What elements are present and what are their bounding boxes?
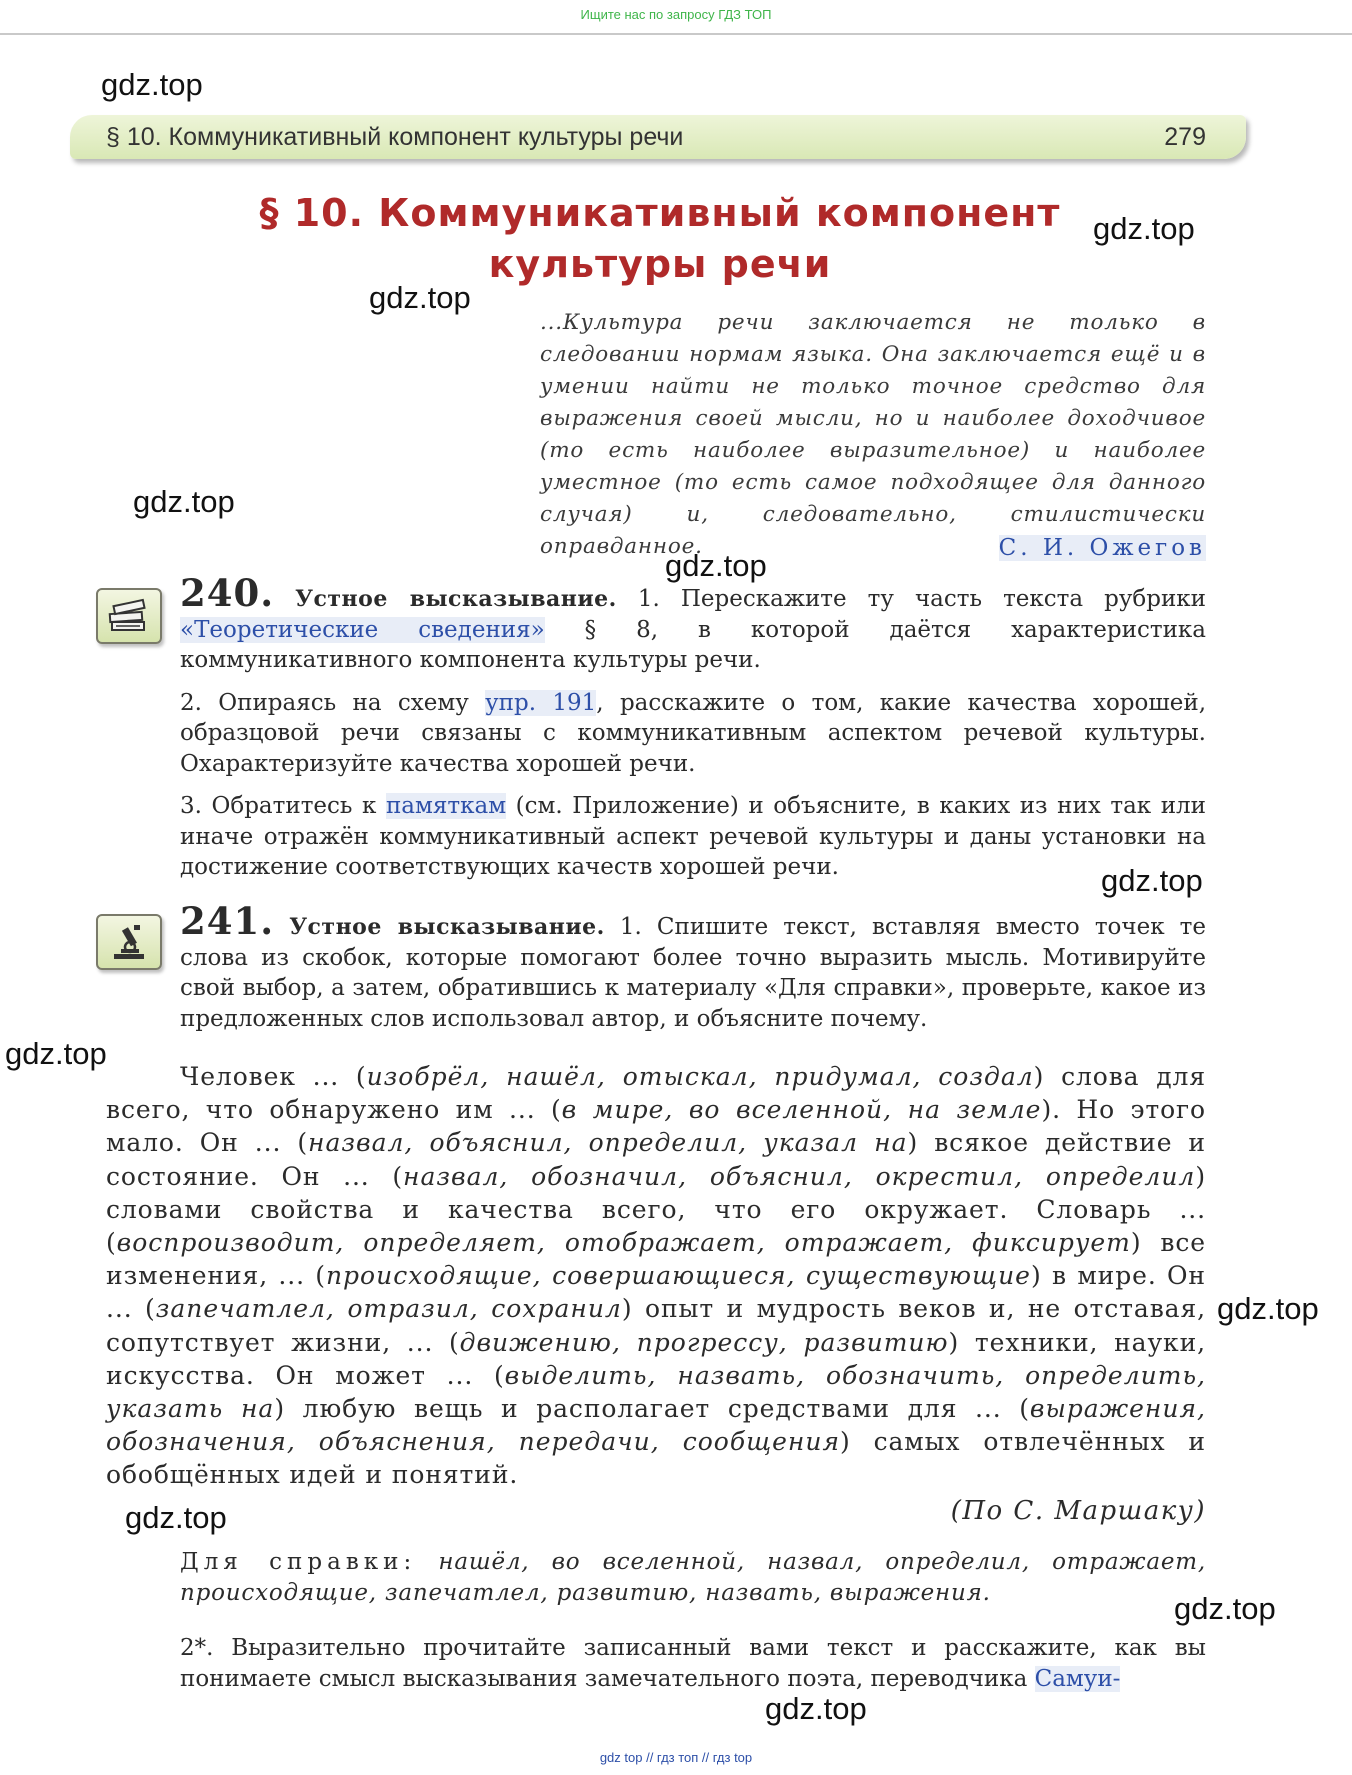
top-banner bbox=[0, 0, 1352, 35]
word-options: изобрёл, нашёл, отыскал, придумал, создал bbox=[366, 1062, 1034, 1091]
text-fragment: ) всякое действие и состояние. Он ... ( bbox=[106, 1128, 1206, 1191]
text-fragment: 2. Опираясь на схему bbox=[180, 689, 469, 716]
exercise-240-paragraph-2 bbox=[180, 688, 1206, 780]
text-fragment: ). Но этого мало. Он ... ( bbox=[106, 1095, 1207, 1158]
watermark: gdz.top bbox=[101, 67, 203, 102]
watermark: gdz.top bbox=[5, 1036, 107, 1071]
reference-block bbox=[180, 1547, 1206, 1608]
word-options: запечатлел, отразил, сохранил bbox=[155, 1294, 622, 1324]
epigraph-author-name: С. И. Ожегов bbox=[998, 535, 1206, 561]
exercise-kind: Устное высказывание. bbox=[289, 914, 605, 940]
text-fragment: ) любую вещь и располагает средствами для ... ( bbox=[274, 1394, 1030, 1424]
reference-label: Для справки: bbox=[180, 1549, 417, 1575]
exercise-241-task-2 bbox=[180, 1633, 1206, 1694]
watermark: gdz.top bbox=[125, 1500, 227, 1535]
word-options: происходящие, совершающиеся, существующие bbox=[325, 1261, 1031, 1291]
running-header bbox=[70, 115, 1246, 159]
word-options: воспроизводит, определяет, отображает, отражает, фиксирует bbox=[116, 1228, 1131, 1258]
link-samuil-marshak[interactable]: Самуи- bbox=[1034, 1665, 1121, 1692]
exercise-241-paragraph-1 bbox=[180, 899, 1206, 1034]
link-exercise-191[interactable]: упр. 191 bbox=[485, 689, 597, 716]
exercise-240-paragraph-1 bbox=[180, 571, 1206, 676]
section-title bbox=[200, 188, 1120, 290]
exercise-241-text bbox=[106, 1060, 1206, 1492]
watermark: gdz.top bbox=[1093, 211, 1195, 246]
top-banner-text: Ищите нас по запросу ГДЗ ТОП bbox=[580, 7, 772, 22]
text-fragment: ) самых отвлечённых и обобщённых идей и понятий. bbox=[106, 1427, 1206, 1490]
text-fragment: (см. Приложение) и объясните, в каких из них так или иначе отражён коммуникативный аспект речевой культуры и даны установки на достижение соответствующих качеств хорошей речи. bbox=[180, 793, 1206, 880]
exercise-number: 241. bbox=[180, 899, 275, 943]
exercise-241 bbox=[180, 899, 1206, 1046]
text-fragment: ) слова для всего, что обнаружено им ... ( bbox=[106, 1062, 1206, 1125]
section-title-line2: культуры речи bbox=[488, 242, 832, 286]
word-options: в мире, во вселенной, на земле bbox=[561, 1095, 1042, 1125]
exercise-240-paragraph-3 bbox=[180, 791, 1206, 883]
word-options: выражения, обозначения, объяснения, передачи, сообщения bbox=[106, 1394, 1206, 1457]
link-memos[interactable]: памяткам bbox=[385, 793, 507, 819]
microscope-icon bbox=[96, 914, 162, 970]
footer-links: gdz top // гдз топ // гдз top bbox=[599, 1750, 753, 1765]
text-source: (По С. Маршаку) bbox=[950, 1496, 1206, 1526]
watermark: gdz.top bbox=[1174, 1591, 1276, 1626]
epigraph-author bbox=[900, 535, 1206, 561]
reference-words: нашёл, во вселенной, назвал, определил, отражает, происходящие, запечатлел, развитию, назвать, выражения. bbox=[180, 1549, 1206, 1606]
text-fragment: 3. Обратитесь к bbox=[180, 793, 377, 819]
running-header-title: § 10. Коммуникативный компонент культуры речи bbox=[106, 123, 684, 151]
text-fragment: 1. Спишите текст, вставляя вместо точек те слова из скобок, которые помогают более точно выразить мысль. Мотивируйте свой выбор, а затем, обратившись к материалу «Для справки», проверьте, какое из предложенных слов использовал автор, и объясните почему. bbox=[180, 914, 1206, 1032]
word-options: назвал, объяснил, определил, указал на bbox=[308, 1128, 908, 1158]
watermark: gdz.top bbox=[133, 484, 235, 519]
word-options: назвал, обозначил, объяснил, окрестил, определил bbox=[403, 1161, 1196, 1191]
section-title-line1: § 10. Коммуникативный компонент bbox=[259, 191, 1061, 235]
text-fragment: Человек ... ( bbox=[180, 1062, 367, 1091]
text-fragment: ) все изменения, ... ( bbox=[106, 1228, 1206, 1291]
text-fragment: ) опыт и мудрость веков и, не отставая, сопутствует жизни, ... ( bbox=[106, 1294, 1206, 1357]
text-fragment: 2*. Выразительно прочитайте записанный вами текст и расскажите, как вы понимаете смысл высказывания замечательного поэта, переводчика bbox=[180, 1635, 1206, 1692]
epigraph: ...Культура речи заключается не только в следовании нормам языка. Она заключается ещё и в умении найти не только точное средство для выражения своей мысли, но и наиболее доходчивое (то есть наиболее выразительное) и наиболее уместное (то есть самое подходящее для данного случая) и, следовательно, стилистически оправданное. bbox=[540, 310, 1206, 559]
text-fragment: 1. Перескажите ту часть текста рубрики bbox=[637, 586, 1206, 612]
watermark: gdz.top bbox=[369, 280, 471, 315]
text-fragment: ) в мире. Он ... ( bbox=[106, 1261, 1206, 1324]
exercise-kind: Устное высказывание. bbox=[295, 586, 617, 612]
link-theory-rubric[interactable]: «Теоретические сведения» bbox=[180, 616, 545, 643]
exercise-240 bbox=[180, 571, 1207, 895]
word-options: выделить, назвать, обозначить, определить, указать на bbox=[106, 1360, 1207, 1424]
books-icon bbox=[96, 588, 162, 644]
text-fragment: § 8, в которой даётся характеристика коммуникативного компонента культуры речи. bbox=[180, 616, 1206, 673]
watermark: gdz.top bbox=[765, 1691, 867, 1726]
watermark: gdz.top bbox=[1217, 1291, 1319, 1326]
watermark: gdz.top bbox=[665, 548, 767, 583]
text-fragment: ) словами свойства и качества всего, что его окружает. Словарь ... ( bbox=[106, 1161, 1206, 1258]
word-options: движению, прогрессу, развитию bbox=[459, 1327, 949, 1357]
text-fragment: , расскажите о том, какие качества хорошей, образцовой речи связаны с коммуникативным аспектом речевой культуры. Охарактеризуйте качества хорошей речи. bbox=[180, 689, 1207, 777]
watermark: gdz.top bbox=[1101, 863, 1203, 898]
text-fragment: ) техники, науки, искусства. Он может ... ( bbox=[106, 1327, 1206, 1390]
page-number: 279 bbox=[1164, 123, 1206, 151]
exercise-number: 240. bbox=[180, 571, 275, 615]
